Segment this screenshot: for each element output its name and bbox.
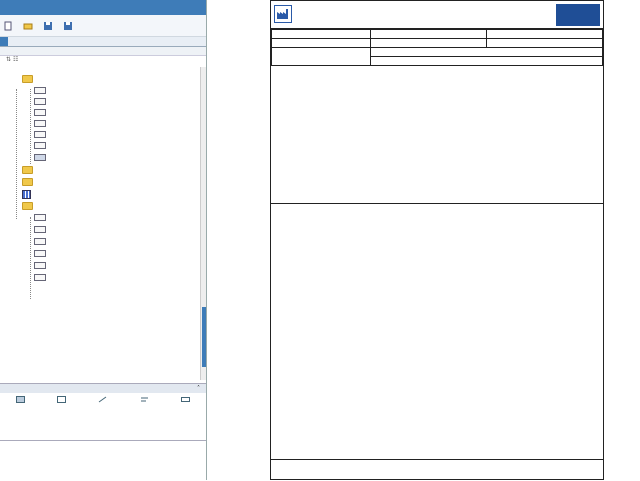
sort-icon[interactable]: ⇅ (6, 56, 12, 63)
line-icon (98, 396, 107, 403)
folder-icon (22, 178, 33, 186)
tool-rechteck[interactable] (181, 396, 190, 415)
field-icon (34, 98, 46, 105)
tree-system[interactable] (22, 75, 36, 83)
image-icon (34, 154, 46, 161)
section-anwendungsdaten (0, 47, 206, 56)
jenoptik-logo (556, 4, 600, 26)
tree-device[interactable] (34, 109, 49, 116)
new-document-icon (3, 21, 13, 31)
tree-serial-number[interactable] (34, 120, 49, 127)
tree-resultinformation[interactable] (22, 178, 36, 186)
drawing-elements-header[interactable] (0, 383, 206, 393)
panel-title (0, 0, 206, 15)
field-icon (34, 109, 46, 116)
tree-detail-contour[interactable] (34, 238, 49, 245)
contour-chart (271, 66, 603, 204)
folder-icon (22, 202, 33, 210)
save-button[interactable] (43, 21, 55, 31)
tree-logo[interactable] (34, 154, 49, 161)
open-folder-icon (23, 21, 33, 31)
field-icon (34, 142, 46, 149)
part-number-label (371, 30, 487, 39)
tab-gliederung[interactable] (8, 441, 16, 450)
tree-testprogram[interactable] (22, 166, 36, 174)
new-button[interactable] (3, 21, 15, 31)
tab-design-header-footer[interactable] (10, 37, 18, 46)
tree-scrollbar[interactable] (200, 67, 206, 380)
tool-linie[interactable] (98, 396, 107, 415)
tab-design-print-content[interactable] (0, 37, 8, 46)
tool-bild[interactable] (16, 396, 25, 415)
workpiece-value (272, 39, 371, 48)
tool-text[interactable] (140, 396, 149, 415)
folder-icon (22, 166, 33, 174)
design-tabs (0, 37, 206, 47)
save-as-button[interactable] (63, 21, 75, 31)
field-icon (34, 238, 46, 245)
open-button[interactable] (23, 21, 35, 31)
drawing-tools (0, 393, 206, 415)
path-value (371, 57, 603, 66)
part-number-value (371, 39, 487, 48)
tree-your-logo[interactable] (34, 98, 49, 105)
tree-calibration-results[interactable] (34, 262, 49, 269)
data-tree (0, 67, 200, 377)
scrollbar-thumb[interactable] (202, 307, 206, 367)
bottom-tabs (0, 440, 206, 450)
table-icon (22, 190, 31, 199)
field-icon (34, 262, 46, 269)
tool-container[interactable] (57, 396, 66, 415)
tree-otherdata[interactable] (22, 202, 36, 210)
contour-svg (271, 66, 603, 204)
field-icon (34, 226, 46, 233)
save-as-icon (63, 21, 73, 31)
filter-icon[interactable]: ☷ (12, 56, 19, 63)
tree-toolbar (0, 56, 206, 65)
image-icon (16, 396, 25, 403)
report-preview (270, 0, 604, 480)
workpiece-label (272, 30, 371, 39)
save-icon (43, 21, 53, 31)
tree-operator-name[interactable] (34, 131, 49, 138)
field-icon (34, 87, 46, 94)
field-icon (34, 274, 46, 281)
report-footer (271, 459, 604, 481)
tree-company[interactable] (34, 87, 49, 94)
tree-calibration-chart[interactable] (34, 250, 49, 257)
text-icon (140, 396, 149, 403)
tree-char-list[interactable] (34, 226, 49, 233)
toolbar (0, 15, 206, 37)
checkmaster-label (272, 48, 371, 66)
edit-layout-panel (0, 0, 207, 480)
tree-old-detail-contours[interactable] (34, 274, 49, 281)
tree-result[interactable] (22, 190, 34, 199)
field-icon (34, 120, 46, 127)
collapse-icon[interactable]: ˄ (197, 385, 200, 392)
drawing-number-value (487, 39, 603, 48)
rectangle-icon (181, 396, 190, 403)
field-icon (34, 131, 46, 138)
report-header (271, 1, 603, 29)
field-icon (34, 214, 46, 221)
factory-icon (274, 5, 292, 23)
path-label (371, 48, 603, 57)
tree-result-series[interactable] (34, 214, 49, 221)
container-icon (57, 396, 66, 403)
field-icon (34, 250, 46, 257)
folder-icon (22, 75, 33, 83)
tab-elemente[interactable] (0, 441, 8, 450)
tree-software-version[interactable] (34, 142, 49, 149)
drawing-number-label (487, 30, 603, 39)
info-table (271, 29, 603, 66)
